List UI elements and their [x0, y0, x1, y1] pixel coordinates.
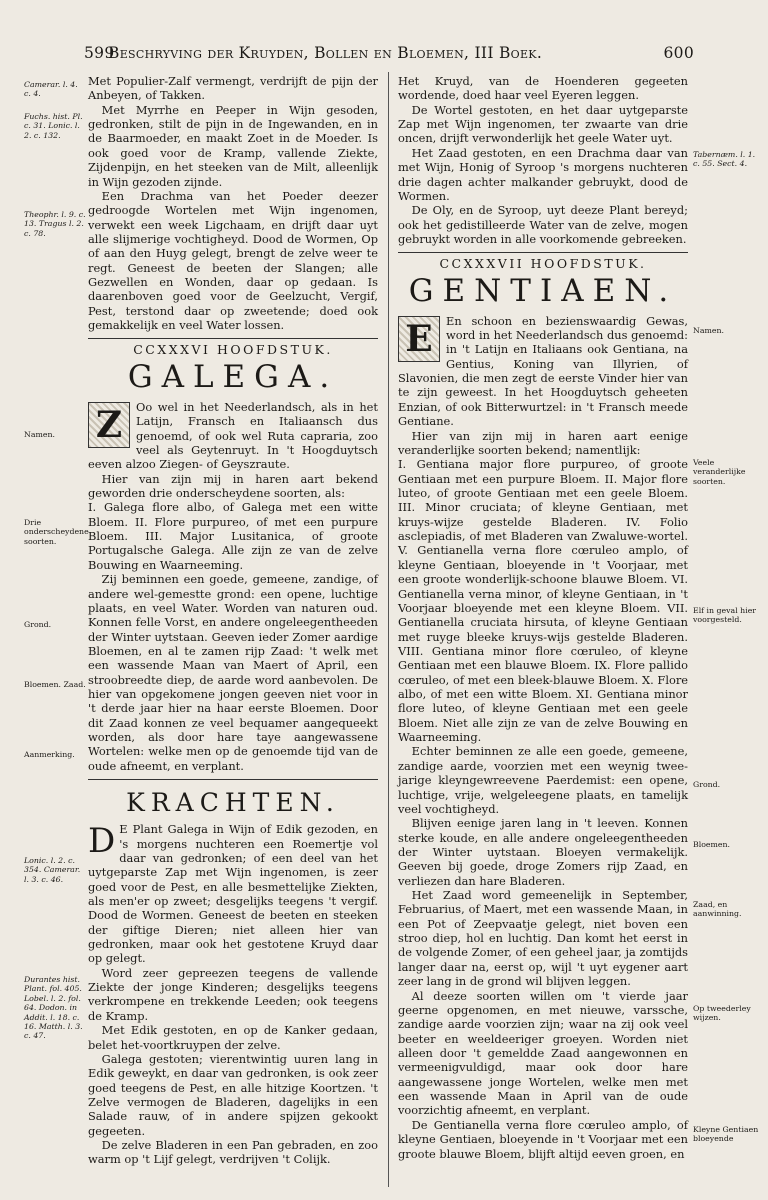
margin-note-aanmerking: Aanmerking.: [24, 750, 75, 759]
page-number-left: 599: [84, 44, 115, 62]
margin-note-soorten: Veele veranderlijke soorten.: [693, 458, 746, 486]
paragraph: De Wortel gestoten, en het daar uytgeparste Zap met Wijn ingenomen, ter zwaarte van drie oncen, drijft verwonderlijk het geele Water uyt.: [398, 102, 688, 146]
paragraph: I. Gentiana major flore purpureo, of groote Gentiaan met een purpure Bloem. II. Major flore luteo, of groote Gentiaan met een geele Bloem. III. Minor cruciata; of kleyne Gentiaan, met kruys-wijze gestelde Bladeren. IV. Folio asclepiadis, of met Bladeren van Zwaluwe-wortel. V. Gentianella verna flore cœruleo amplo, of kleyne Gentiaan, bloeyende in 't Voorjaar, met een groote wonderlijk-schoone blauwe Bloem. VI. Gentianella verna minor, of kleyne Gentiaan, in 't Voorjaar bloeyende met een kleyne Bloem. VII. Gentianella cruciata hirsuta, of kleyne Gentiaan met ruyge bleeke kruys-wijs gestelde Bladeren. VIII. Gentiana minor flore cœruleo, of kleyne Gentiaan met een blauwe Bloem. IX. Flore pallido cœruleo, of met een bleek-blauwe Bloem. X. Flore albo, of met een witte Bloem. XI. Gentiana minor flore luteo, of kleyne Gentiaan met een geele Bloem. Niet alle zijn ze van de zelve Bouwing en Waarneeming.: [398, 457, 688, 745]
margin-citation: Fuchs. hist. Pl. c. 31. Lonic. l. 2. c. 132.: [24, 112, 83, 140]
page-number-right: 600: [663, 44, 694, 62]
margin-note-kleyne: Kleyne Gentiaen bloeyende: [693, 1125, 759, 1144]
paragraph: Met Edik gestoten, en op de Kanker gedaan, belet het-voortkruypen der zelve.: [88, 1023, 378, 1052]
section-rule: [88, 779, 378, 780]
chapter-title: GALEGA.: [127, 358, 339, 395]
paragraph: Het Kruyd, van de Hoenderen gegeeten wordende, doed haar veel Eyeren leggen.: [398, 74, 688, 103]
margin-citation: Lonic. l. 2. c. 354. Camerar. l. 3. c. 46.: [24, 856, 81, 884]
ornamental-initial: Z: [88, 402, 130, 448]
margin-note-grond: Grond.: [24, 620, 52, 629]
paragraph: Galega gestoten; vierentwintig uuren lang in Edik geweykt, en daar van gedronken, is ook zeer goed teegens de Pest, en alle hitzige Koortzen. 't Zelve vermogen de Bladeren, dagelijks in een Salade rauw, of in andere spijzen gekookt gegeeten.: [88, 1051, 378, 1138]
margin-note-zaad: Zaad, en aanwinning.: [693, 900, 742, 919]
paragraph: Word zeer gepreezen teegens de vallende Ziekte der jonge Kinderen; desgelijks teegens verkrompene en trekkende Leeden; ook teegens de Kramp.: [88, 965, 378, 1023]
paragraph: D E Plant Galega in Wijn of Edik gezoden, en 's morgens nuchteren een Roemertje vol daar van gedronken; of een deel van het uytgeparste Zap met Wijn ingenomen, is zeer goed voor de Pest, en alle besmettelijke Ziekten, als men'er op zweet; desgelijks teegens 't vergif. Dood de Wormen. Geneest de beeten en steeken der giftige Dieren; niet alleen hier van gedronken, maar ook het gestotene Kruyd daar op gelegt.: [88, 821, 378, 966]
margin-note-bloemen: Bloemen. Zaad.: [24, 680, 86, 689]
section-rule: [398, 252, 688, 253]
paragraph: I. Galega flore albo, of Galega met een witte Bloem. II. Flore purpureo, of met een purpure Bloem. III. Major Lusitanica, of groote Portugalsche Galega. Alle zijn ze van de zelve Bouwing en Waarneeming.: [88, 500, 378, 572]
margin-note-grond: Grond.: [693, 780, 721, 789]
paragraph: Echter beminnen ze alle een goede, gemeene, zandige aarde, voorzien met een weynig twee-jarige kleyngewreevene Paerdemist: een opene, luchtige, vrije, welgeleegene plaats, en tamelijk veel vochtigheyd.: [398, 744, 688, 816]
running-header: [84, 44, 694, 70]
paragraph: De Oly, en de Syroop, uyt deeze Plant bereyd; ook het gedistilleerde Water van de zelve, mogen gebruykt worden in alle voorkomende gebreeken.: [398, 203, 688, 246]
margin-citation: Camerar. l. 4. c. 4.: [24, 80, 78, 99]
margin-note-bloemen: Bloemen.: [693, 840, 731, 849]
paragraph: Blijven eenige jaren lang in 't leeven. Konnen sterke koude, en alle andere ongeleegentheeden der Winter uytstaan. Bloeyen vermakelijk. Geeven bij goede, droge Zomers rijp Zaad, en verliezen dan hare Bladeren.: [398, 816, 688, 888]
margin-note-wijzen: Op tweederley wijzen.: [693, 1004, 751, 1023]
paragraph: Z Oo wel in het Neederlandsch, als in het Latijn, Fransch en Italiaansch dus genoemd, of ook wel Ruta capraria, zoo veel als Geytenruyt. In 't Hoogduytsch eeven alzoo Ziegen- of Geyszraute.: [88, 399, 378, 472]
paragraph: Met Myrrhe en Peeper in Wijn gesoden, gedronken, stilt de pijn in de Ingewanden, en in de Baarmoeder, en maakt Zoet in de Moeder. Is ook goed voor de Kramp, vallende Ziekte, Zijdenpijn, en het steeken van de Milt, alleenlijk in Wijn gezoden zijnde.: [88, 102, 378, 189]
paragraph: Een Drachma van het Poeder deezer gedroogde Wortelen met Wijn ingenomen, verwekt een week Ligchaam, en drijft daar uyt alle slijmerige vochtigheyd. Dood de Wormen, Op of aan den Huyg gelegt, brengt de zelve weer te regt. Geneest de beeten der Slangen; alle Gezwellen en Wonden, daar op gedaan. Is daarenboven goed voor de Geelzucht, Vergif, Pest, terstond daar op zweetende; doed ook gemakkelijk en veel Water lossen.: [88, 188, 378, 333]
chapter-number: CCXXXVI HOOFDSTUK.: [133, 342, 333, 358]
paragraph: Hier van zijn mij in haren aart eenige veranderlijke soorten bekend; namentlijk:: [398, 428, 688, 457]
margin-citation: Tabernæm. l. 1. c. 55. Sect. 4.: [693, 150, 756, 169]
paragraph: Hier van zijn mij in haren aart bekend geworden drie onderscheydene soorten, als:: [88, 471, 378, 500]
paragraph: Het Zaad word gemeenelijk in September, Februarius, of Maert, met een wassende Maan, in een Pot of Zeepvaatje gelegt, niet boven een stroo diep, hol en luchtig. Dan komt het eerst in de volgende Zomer, of een geheel jaar, ja zomtijds langer daar na, eerst op, wijl 't uyt eygener aart zeer lang in de grond wil blijven leggen.: [398, 888, 688, 989]
column-divider: [388, 72, 389, 1187]
running-title: Beschryving der Kruyden, Bollen en Bloemen, III Boek.: [108, 44, 543, 62]
paragraph: De Gentianella verna flore cœruleo amplo, of kleyne Gentiaen, bloeyende in 't Voorjaar met een groote blauwe Bloem, blijft altijd eeven groen, en: [398, 1117, 688, 1161]
margin-citation: Theophr. l. 9. c. 13. Tragus l. 2. c. 78.: [24, 210, 86, 238]
ornamental-initial: E: [398, 316, 440, 362]
margin-note-elf: Elf in geval hier voorgesteld.: [693, 606, 757, 625]
paragraph: Zij beminnen een goede, gemeene, zandige, of andere wel-gemestte grond: een opene, luchtige plaats, en veel Water. Worden van naturen oud. Konnen felle Vorst, en andere ongeleegentheeden der Winter uytstaan. Geeven ieder Zomer aardige Bloemen, en al te zamen rijp Zaad: 't welk met een wassende Maan van Maert of April, een stroobreedte diep, de aarde word aanbevolen. De hier van opgekomene jongen geeven niet voor in 't derde jaar hier na haar eerste Bloemen. Door dit Zaad konnen ze veel bequamer aangequeekt worden, als door hare taye aangewassene Wortelen: welke men op de genoemde tijd van de oude afneemt, en verplant.: [88, 572, 378, 773]
paragraph: E En schoon en bezienswaardig Gewas, word in het Neederlandsch dus genoemd: in 't Latijn en Italiaans ook Gentiana, na Gentius, Koning van Illyrien, of Slavonien, die men zegt de eerste Vinder hier van te zijn geweest. In het Hoogduytsch geheeten Enzian, of ook Bitterwurtzel: in 't Fransch meede Gentiane.: [398, 313, 689, 429]
section-title: KRACHTEN.: [126, 788, 340, 818]
chapter-number: CCXXXVII HOOFDSTUK.: [439, 256, 647, 272]
section-rule: [88, 338, 378, 339]
paragraph: De zelve Bladeren in een Pan gebraden, en zoo warm op 't Lijf gelegt, verdrijven 't Colijk.: [88, 1138, 378, 1167]
paragraph: Het Zaad gestoten, en een Drachma daar van met Wijn, Honig of Syroop 's morgens nuchteren drie dagen achter malkander gebruykt, dood de Wormen.: [398, 145, 688, 203]
paragraph: Met Populier-Zalf vermengt, verdrijft de pijn der Anbeyen, of Takken.: [88, 74, 378, 103]
right-column: [398, 74, 688, 1161]
left-column: [88, 74, 378, 1167]
margin-note-soorten: Drie onderscheydene soorten.: [24, 518, 89, 546]
paragraph: Al deeze soorten willen om 't vierde jaar geerne opgenomen, en met nieuwe, varssche, zandige aarde voorzien zijn; waar na zij ook veel beeter en weeldeeriger groeyen. Worden niet alleen door 't gemeldde Zaad aangewonnen en vermeenigvuldigd, maar ook door hare aangewassene jonge Wortelen, welke men met een wassende Maan in April van de oude voorzichtig afneemt, en verplant.: [398, 988, 688, 1118]
chapter-title: GENTIAEN.: [408, 272, 678, 309]
margin-citation: Durantes hist. Plant. fol. 405. Lobel. l. 2. fol. 64. Dodon. in Addit. l. 18. c. 16. Matth. l. 3. c. 47.: [24, 975, 83, 1041]
initial-letter: D: [88, 821, 116, 862]
margin-note-namen: Namen.: [24, 430, 55, 439]
margin-note-namen: Namen.: [693, 326, 724, 335]
